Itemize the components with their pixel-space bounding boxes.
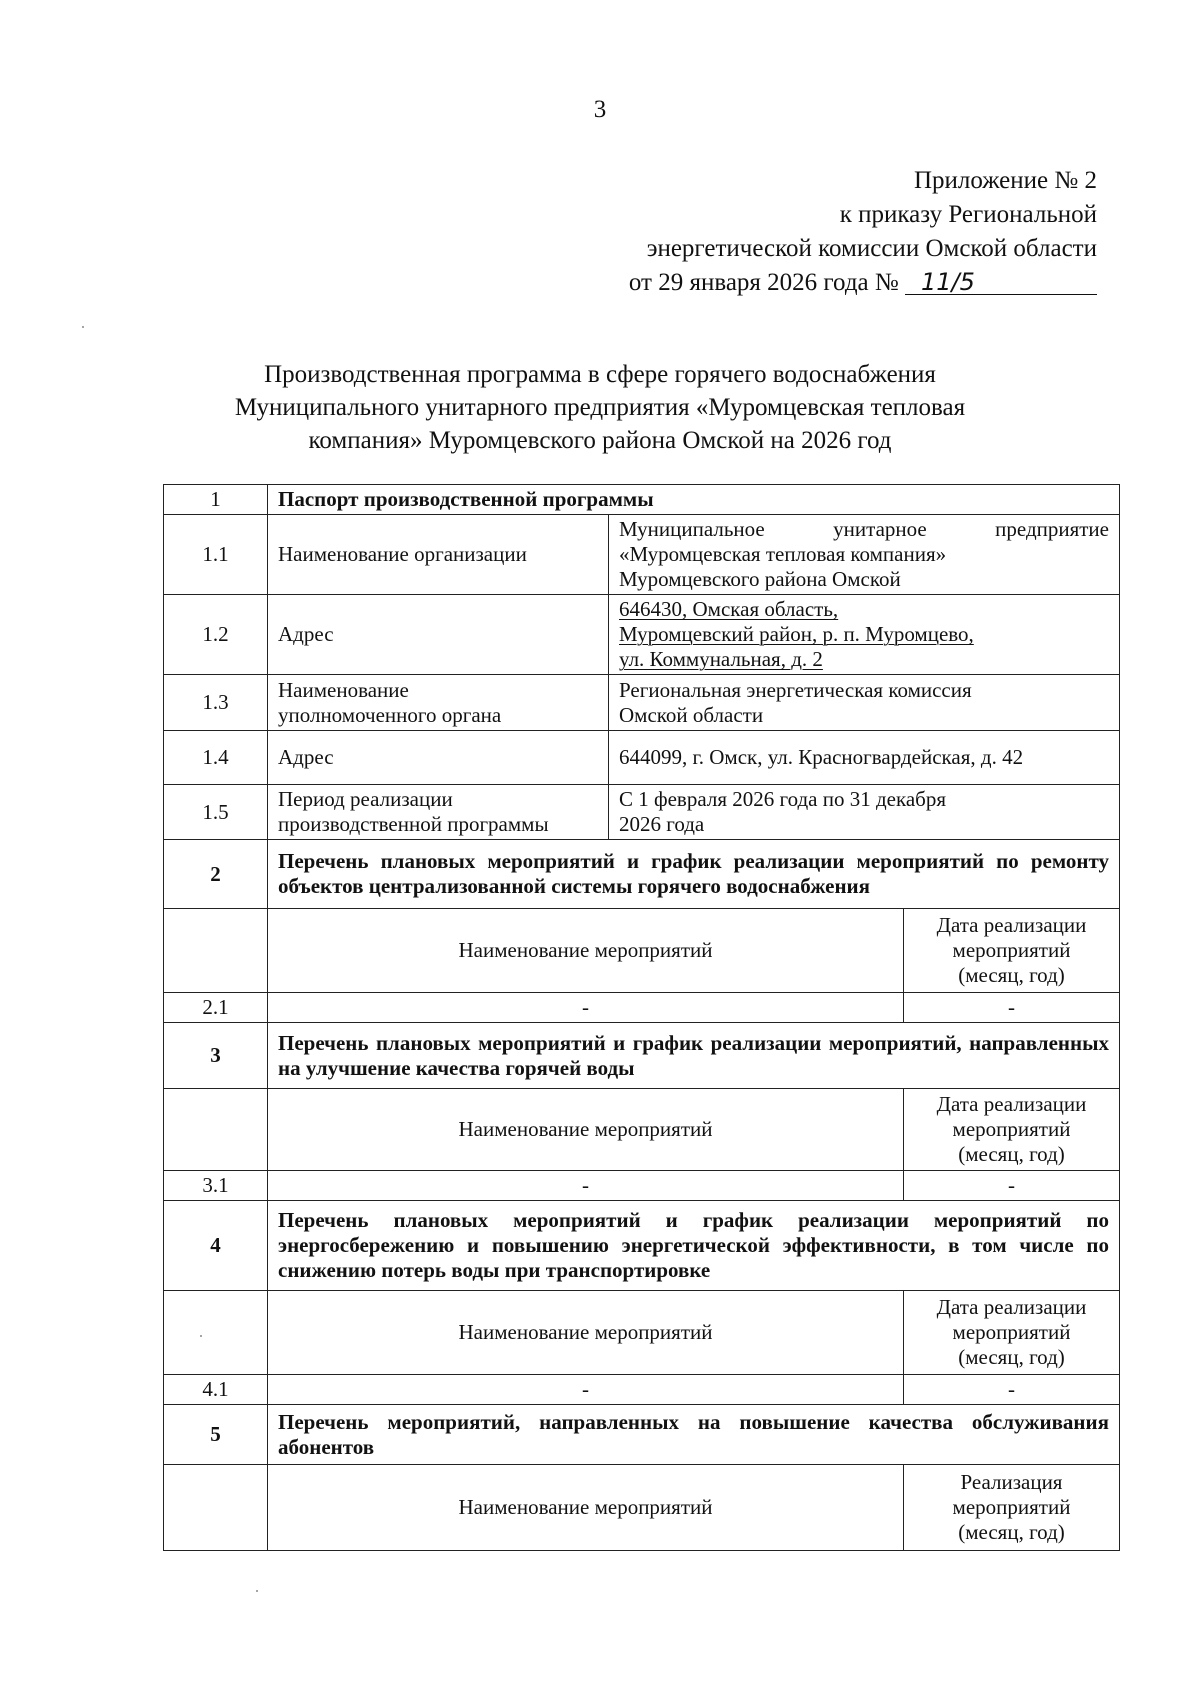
header-line: Реализация (960, 1470, 1063, 1494)
header-line: Дата реализации (936, 1295, 1087, 1319)
section-heading: Паспорт производственной программы (268, 485, 1120, 515)
section-3-column-header-row (164, 1089, 1120, 1171)
section-3-heading-row (164, 1023, 1120, 1089)
section-2-column-header-row (164, 909, 1120, 993)
order-line (629, 266, 1097, 300)
row-number: 2.1 (164, 993, 268, 1023)
value-line: Омской области (619, 702, 764, 727)
scan-speck (82, 326, 84, 328)
title-line-1: Производственная программа в сфере горячего водоснабжения (264, 361, 936, 388)
value-line: С 1 февраля 2026 года по 31 декабря (619, 787, 947, 811)
document-title (150, 358, 1050, 457)
scan-speck (200, 1335, 202, 1337)
column-header-name: Наименование мероприятий (268, 909, 904, 993)
activity-date: - (904, 993, 1120, 1023)
field-value: 644099, г. Омск, ул. Красногвардейская, д. 42 (609, 731, 1120, 785)
passport-heading-row (164, 485, 1120, 515)
page-number: 3 (593, 96, 607, 123)
section-4-row-4-1 (164, 1375, 1120, 1405)
section-number: 5 (164, 1405, 268, 1465)
value-line: Региональная энергетическая комиссия (619, 677, 972, 702)
column-header-date (904, 1465, 1120, 1551)
passport-row-1-3 (164, 675, 1120, 731)
field-value (609, 675, 1120, 731)
section-2-row-2-1 (164, 993, 1120, 1023)
title-line-2: Муниципального унитарного предприятия «Муромцевская тепловая (234, 394, 966, 421)
order-prefix: от 29 января 2026 года № (628, 269, 899, 296)
header-line: мероприятий (952, 1117, 1071, 1141)
field-label: Адрес (268, 595, 609, 675)
header-line: мероприятий (952, 1495, 1071, 1519)
field-value (609, 785, 1120, 840)
appendix-header (629, 164, 1097, 300)
header-line: мероприятий (952, 938, 1071, 962)
header-line: (месяц, год) (958, 1345, 1065, 1369)
empty-cell (164, 1465, 268, 1551)
production-program-table (163, 484, 1120, 1551)
section-heading: Перечень плановых мероприятий и график реализации мероприятий по энергосбережению и повышению энергетической эффективности, в том числе по снижению потерь воды при транспортировке (268, 1201, 1120, 1291)
passport-row-1-4 (164, 731, 1120, 785)
section-number: 4 (164, 1201, 268, 1291)
row-number: 4.1 (164, 1375, 268, 1405)
value-line: Муромцевского района Омской (619, 567, 901, 591)
title-line-3: компания» Муромцевского района Омской на 2026 год (308, 427, 892, 454)
label-line: уполномоченного органа (278, 702, 502, 727)
empty-cell (164, 1089, 268, 1171)
value-line: ул. Коммунальная, д. 2 (619, 647, 823, 671)
activity-name: - (268, 1171, 904, 1201)
section-number: 3 (164, 1023, 268, 1089)
header-line: (месяц, год) (958, 1142, 1065, 1166)
column-header-date (904, 1089, 1120, 1171)
column-header-date (904, 1291, 1120, 1375)
label-line: Период реализации (278, 787, 453, 811)
appendix-line-3: энергетической комиссии Омской области (646, 235, 1097, 262)
scan-speck (256, 1590, 258, 1592)
section-5-heading-row (164, 1405, 1120, 1465)
row-number: 3.1 (164, 1171, 268, 1201)
field-label (268, 675, 609, 731)
header-line: (месяц, год) (958, 963, 1065, 987)
value-line: 646430, Омская область, (619, 597, 839, 621)
header-line: мероприятий (952, 1320, 1071, 1344)
passport-row-1-2 (164, 595, 1120, 675)
appendix-line-1: Приложение № 2 (913, 167, 1097, 194)
field-label (268, 785, 609, 840)
row-number: 1.1 (164, 515, 268, 595)
header-line: Дата реализации (936, 1092, 1087, 1116)
passport-row-1-1 (164, 515, 1120, 595)
field-value (609, 515, 1120, 595)
value-line: 2026 года (619, 812, 705, 836)
row-number: 1.4 (164, 731, 268, 785)
field-label: Адрес (268, 731, 609, 785)
column-header-name: Наименование мероприятий (268, 1089, 904, 1171)
section-number: 2 (164, 840, 268, 909)
label-line: Наименование (278, 677, 409, 702)
column-header-name: Наименование мероприятий (268, 1291, 904, 1375)
section-heading: Перечень плановых мероприятий и график реализации мероприятий, направленных на улучшение качества горячей воды (268, 1023, 1120, 1089)
empty-cell (164, 909, 268, 993)
column-header-date (904, 909, 1120, 993)
order-number-handwritten: 11/5 (905, 270, 1097, 295)
section-5-column-header-row (164, 1465, 1120, 1551)
empty-cell (164, 1291, 268, 1375)
passport-row-1-5 (164, 785, 1120, 840)
header-line: (месяц, год) (958, 1520, 1065, 1544)
section-4-heading-row (164, 1201, 1120, 1291)
activity-date: - (904, 1171, 1120, 1201)
section-2-heading-row (164, 840, 1120, 909)
value-line: Муромцевский район, р. п. Муромцево, (619, 622, 974, 646)
header-line: Дата реализации (936, 913, 1087, 937)
label-line: производственной программы (278, 812, 549, 836)
section-heading: Перечень плановых мероприятий и график реализации мероприятий по ремонту объектов централизованной системы горячего водоснабжения (268, 840, 1120, 909)
activity-name: - (268, 993, 904, 1023)
field-label: Наименование организации (268, 515, 609, 595)
row-number: 1 (164, 485, 268, 515)
row-number: 1.3 (164, 675, 268, 731)
row-number: 1.2 (164, 595, 268, 675)
column-header-name: Наименование мероприятий (268, 1465, 904, 1551)
section-heading: Перечень мероприятий, направленных на повышение качества обслуживания абонентов (268, 1405, 1120, 1465)
appendix-line-2: к приказу Региональной (839, 201, 1097, 228)
activity-name: - (268, 1375, 904, 1405)
section-3-row-3-1 (164, 1171, 1120, 1201)
activity-date: - (904, 1375, 1120, 1405)
field-value (609, 595, 1120, 675)
value-line: Муниципальное унитарное предприятие «Муромцевская тепловая компания» (619, 517, 1109, 566)
section-4-column-header-row (164, 1291, 1120, 1375)
row-number: 1.5 (164, 785, 268, 840)
